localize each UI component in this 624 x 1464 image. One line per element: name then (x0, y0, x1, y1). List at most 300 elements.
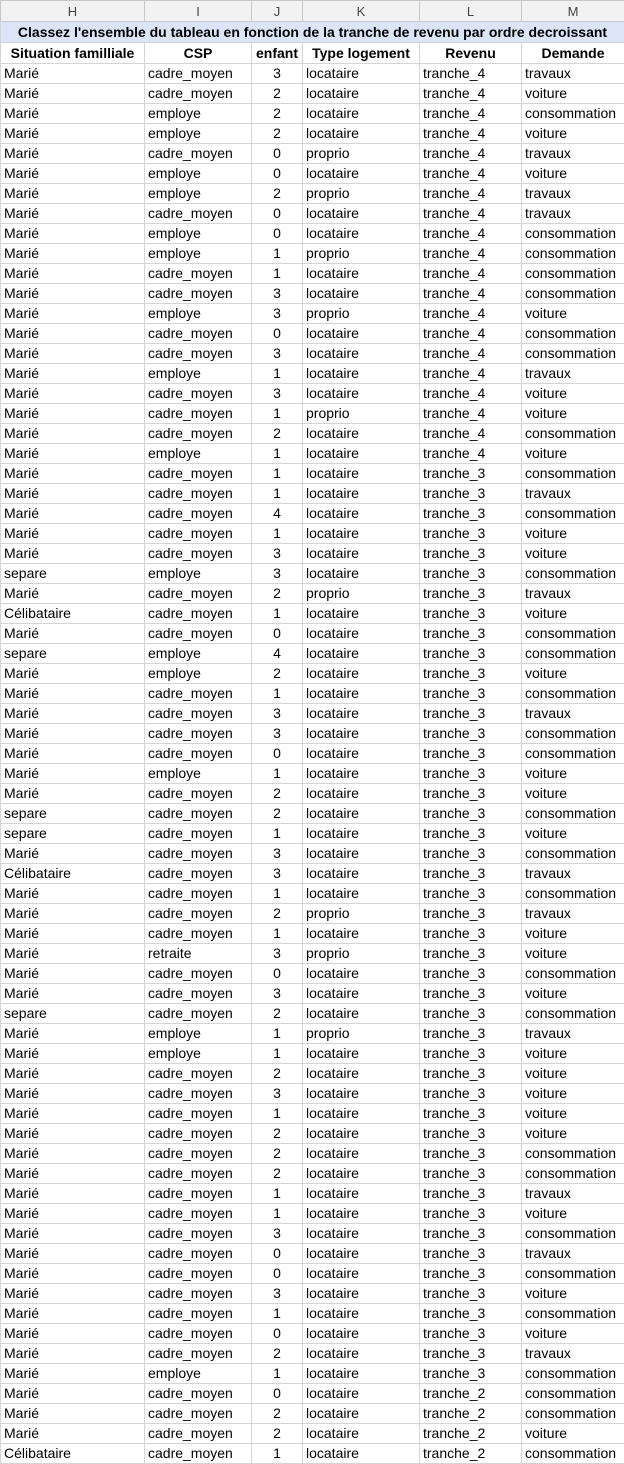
demande-cell[interactable]: consommation (522, 1144, 624, 1164)
enfant-cell[interactable]: 1 (252, 364, 303, 384)
situation-cell[interactable]: Marié (1, 504, 145, 524)
csp-cell[interactable]: cadre_moyen (145, 204, 252, 224)
csp-cell[interactable]: cadre_moyen (145, 1404, 252, 1424)
revenu-cell[interactable]: tranche_4 (420, 364, 522, 384)
enfant-cell[interactable]: 1 (252, 764, 303, 784)
csp-cell[interactable]: cadre_moyen (145, 604, 252, 624)
enfant-cell[interactable]: 2 (252, 424, 303, 444)
revenu-cell[interactable]: tranche_2 (420, 1424, 522, 1444)
situation-cell[interactable]: Marié (1, 704, 145, 724)
situation-cell[interactable]: Marié (1, 1284, 145, 1304)
csp-cell[interactable]: cadre_moyen (145, 1224, 252, 1244)
logement-cell[interactable]: locataire (303, 524, 420, 544)
revenu-cell[interactable]: tranche_4 (420, 384, 522, 404)
logement-cell[interactable]: locataire (303, 264, 420, 284)
situation-cell[interactable]: Marié (1, 1344, 145, 1364)
demande-cell[interactable]: voiture (522, 784, 624, 804)
logement-cell[interactable]: locataire (303, 924, 420, 944)
csp-cell[interactable]: employe (145, 764, 252, 784)
logement-cell[interactable]: locataire (303, 1044, 420, 1064)
demande-cell[interactable]: consommation (522, 1444, 624, 1464)
situation-cell[interactable]: Marié (1, 624, 145, 644)
enfant-cell[interactable]: 2 (252, 1004, 303, 1024)
enfant-cell[interactable]: 3 (252, 284, 303, 304)
csp-cell[interactable]: cadre_moyen (145, 1264, 252, 1284)
enfant-cell[interactable]: 0 (252, 164, 303, 184)
csp-cell[interactable]: cadre_moyen (145, 724, 252, 744)
revenu-cell[interactable]: tranche_4 (420, 164, 522, 184)
revenu-cell[interactable]: tranche_3 (420, 644, 522, 664)
revenu-cell[interactable]: tranche_3 (420, 1364, 522, 1384)
revenu-cell[interactable]: tranche_3 (420, 1244, 522, 1264)
enfant-cell[interactable]: 0 (252, 744, 303, 764)
enfant-cell[interactable]: 1 (252, 1184, 303, 1204)
situation-cell[interactable]: Marié (1, 1384, 145, 1404)
demande-cell[interactable]: consommation (522, 224, 624, 244)
demande-cell[interactable]: travaux (522, 484, 624, 504)
column-header-h[interactable]: H (1, 1, 145, 22)
situation-cell[interactable]: Marié (1, 1224, 145, 1244)
situation-cell[interactable]: Marié (1, 324, 145, 344)
logement-cell[interactable]: locataire (303, 704, 420, 724)
situation-cell[interactable]: Célibataire (1, 864, 145, 884)
logement-cell[interactable]: locataire (303, 1364, 420, 1384)
situation-cell[interactable]: Marié (1, 1424, 145, 1444)
revenu-cell[interactable]: tranche_2 (420, 1444, 522, 1464)
situation-cell[interactable]: Marié (1, 144, 145, 164)
csp-cell[interactable]: cadre_moyen (145, 1244, 252, 1264)
enfant-cell[interactable]: 3 (252, 564, 303, 584)
situation-cell[interactable]: Marié (1, 464, 145, 484)
enfant-cell[interactable]: 1 (252, 1024, 303, 1044)
csp-cell[interactable]: cadre_moyen (145, 1064, 252, 1084)
csp-cell[interactable]: cadre_moyen (145, 1164, 252, 1184)
enfant-cell[interactable]: 1 (252, 1044, 303, 1064)
revenu-cell[interactable]: tranche_3 (420, 1304, 522, 1324)
demande-cell[interactable]: voiture (522, 604, 624, 624)
revenu-cell[interactable]: tranche_3 (420, 944, 522, 964)
demande-cell[interactable]: voiture (522, 304, 624, 324)
logement-cell[interactable]: locataire (303, 1064, 420, 1084)
enfant-cell[interactable]: 2 (252, 804, 303, 824)
situation-cell[interactable]: Marié (1, 924, 145, 944)
csp-cell[interactable]: cadre_moyen (145, 544, 252, 564)
csp-cell[interactable]: cadre_moyen (145, 684, 252, 704)
demande-cell[interactable]: voiture (522, 404, 624, 424)
revenu-cell[interactable]: tranche_3 (420, 804, 522, 824)
csp-cell[interactable]: employe (145, 244, 252, 264)
revenu-cell[interactable]: tranche_4 (420, 144, 522, 164)
logement-cell[interactable]: locataire (303, 484, 420, 504)
column-header-k[interactable]: K (303, 1, 420, 22)
demande-cell[interactable]: consommation (522, 1224, 624, 1244)
csp-cell[interactable]: cadre_moyen (145, 624, 252, 644)
header-revenu[interactable]: Revenu (420, 43, 522, 64)
logement-cell[interactable]: locataire (303, 1204, 420, 1224)
situation-cell[interactable]: Marié (1, 84, 145, 104)
revenu-cell[interactable]: tranche_4 (420, 84, 522, 104)
logement-cell[interactable]: locataire (303, 1324, 420, 1344)
situation-cell[interactable]: Marié (1, 1164, 145, 1184)
situation-cell[interactable]: Marié (1, 904, 145, 924)
logement-cell[interactable]: locataire (303, 1004, 420, 1024)
revenu-cell[interactable]: tranche_4 (420, 304, 522, 324)
enfant-cell[interactable]: 2 (252, 904, 303, 924)
csp-cell[interactable]: cadre_moyen (145, 824, 252, 844)
revenu-cell[interactable]: tranche_3 (420, 1204, 522, 1224)
situation-cell[interactable]: Marié (1, 964, 145, 984)
revenu-cell[interactable]: tranche_3 (420, 464, 522, 484)
enfant-cell[interactable]: 3 (252, 344, 303, 364)
csp-cell[interactable]: cadre_moyen (145, 404, 252, 424)
demande-cell[interactable]: consommation (522, 1004, 624, 1024)
enfant-cell[interactable]: 0 (252, 1384, 303, 1404)
revenu-cell[interactable]: tranche_4 (420, 404, 522, 424)
demande-cell[interactable]: travaux (522, 184, 624, 204)
column-header-j[interactable]: J (252, 1, 303, 22)
csp-cell[interactable]: cadre_moyen (145, 1004, 252, 1024)
csp-cell[interactable]: cadre_moyen (145, 484, 252, 504)
situation-cell[interactable]: Marié (1, 444, 145, 464)
revenu-cell[interactable]: tranche_3 (420, 864, 522, 884)
demande-cell[interactable]: travaux (522, 1244, 624, 1264)
demande-cell[interactable]: consommation (522, 804, 624, 824)
logement-cell[interactable]: proprio (303, 244, 420, 264)
situation-cell[interactable]: Célibataire (1, 604, 145, 624)
logement-cell[interactable]: locataire (303, 124, 420, 144)
enfant-cell[interactable]: 1 (252, 1444, 303, 1464)
situation-cell[interactable]: Marié (1, 284, 145, 304)
revenu-cell[interactable]: tranche_3 (420, 784, 522, 804)
demande-cell[interactable]: consommation (522, 644, 624, 664)
logement-cell[interactable]: locataire (303, 1424, 420, 1444)
logement-cell[interactable]: locataire (303, 324, 420, 344)
demande-cell[interactable]: voiture (522, 1424, 624, 1444)
csp-cell[interactable]: cadre_moyen (145, 744, 252, 764)
revenu-cell[interactable]: tranche_4 (420, 184, 522, 204)
demande-cell[interactable]: voiture (522, 1124, 624, 1144)
logement-cell[interactable]: locataire (303, 284, 420, 304)
revenu-cell[interactable]: tranche_3 (420, 1124, 522, 1144)
demande-cell[interactable]: travaux (522, 144, 624, 164)
revenu-cell[interactable]: tranche_3 (420, 1344, 522, 1364)
csp-cell[interactable]: cadre_moyen (145, 84, 252, 104)
logement-cell[interactable]: locataire (303, 1084, 420, 1104)
logement-cell[interactable]: locataire (303, 624, 420, 644)
logement-cell[interactable]: locataire (303, 824, 420, 844)
enfant-cell[interactable]: 1 (252, 264, 303, 284)
enfant-cell[interactable]: 3 (252, 724, 303, 744)
demande-cell[interactable]: travaux (522, 64, 624, 84)
situation-cell[interactable]: Marié (1, 884, 145, 904)
demande-cell[interactable]: consommation (522, 104, 624, 124)
logement-cell[interactable]: locataire (303, 1404, 420, 1424)
revenu-cell[interactable]: tranche_3 (420, 984, 522, 1004)
instruction-title-cell[interactable]: Classez l'ensemble du tableau en fonction de la tranche de revenu par ordre decroissant (1, 22, 624, 43)
revenu-cell[interactable]: tranche_3 (420, 1064, 522, 1084)
demande-cell[interactable]: consommation (522, 1264, 624, 1284)
csp-cell[interactable]: cadre_moyen (145, 1084, 252, 1104)
csp-cell[interactable]: cadre_moyen (145, 964, 252, 984)
csp-cell[interactable]: cadre_moyen (145, 704, 252, 724)
demande-cell[interactable]: consommation (522, 344, 624, 364)
demande-cell[interactable]: consommation (522, 1304, 624, 1324)
enfant-cell[interactable]: 3 (252, 844, 303, 864)
enfant-cell[interactable]: 1 (252, 684, 303, 704)
enfant-cell[interactable]: 0 (252, 624, 303, 644)
enfant-cell[interactable]: 3 (252, 1284, 303, 1304)
demande-cell[interactable]: consommation (522, 424, 624, 444)
csp-cell[interactable]: cadre_moyen (145, 464, 252, 484)
csp-cell[interactable]: cadre_moyen (145, 1324, 252, 1344)
demande-cell[interactable]: voiture (522, 544, 624, 564)
demande-cell[interactable]: voiture (522, 1064, 624, 1084)
demande-cell[interactable]: consommation (522, 504, 624, 524)
revenu-cell[interactable]: tranche_3 (420, 964, 522, 984)
revenu-cell[interactable]: tranche_3 (420, 764, 522, 784)
situation-cell[interactable]: Marié (1, 1024, 145, 1044)
demande-cell[interactable]: voiture (522, 924, 624, 944)
revenu-cell[interactable]: tranche_3 (420, 884, 522, 904)
revenu-cell[interactable]: tranche_3 (420, 564, 522, 584)
enfant-cell[interactable]: 3 (252, 984, 303, 1004)
demande-cell[interactable]: consommation (522, 844, 624, 864)
demande-cell[interactable]: consommation (522, 244, 624, 264)
situation-cell[interactable]: Marié (1, 984, 145, 1004)
situation-cell[interactable]: Marié (1, 1364, 145, 1384)
enfant-cell[interactable]: 3 (252, 384, 303, 404)
enfant-cell[interactable]: 0 (252, 1264, 303, 1284)
logement-cell[interactable]: locataire (303, 764, 420, 784)
demande-cell[interactable]: voiture (522, 824, 624, 844)
csp-cell[interactable]: cadre_moyen (145, 424, 252, 444)
enfant-cell[interactable]: 0 (252, 204, 303, 224)
revenu-cell[interactable]: tranche_3 (420, 1264, 522, 1284)
logement-cell[interactable]: locataire (303, 844, 420, 864)
enfant-cell[interactable]: 0 (252, 1244, 303, 1264)
logement-cell[interactable]: proprio (303, 184, 420, 204)
logement-cell[interactable]: locataire (303, 644, 420, 664)
csp-cell[interactable]: cadre_moyen (145, 1304, 252, 1324)
situation-cell[interactable]: Marié (1, 364, 145, 384)
csp-cell[interactable]: cadre_moyen (145, 864, 252, 884)
situation-cell[interactable]: Marié (1, 484, 145, 504)
situation-cell[interactable]: Marié (1, 724, 145, 744)
situation-cell[interactable]: Marié (1, 1144, 145, 1164)
demande-cell[interactable]: voiture (522, 164, 624, 184)
enfant-cell[interactable]: 1 (252, 1204, 303, 1224)
csp-cell[interactable]: cadre_moyen (145, 584, 252, 604)
demande-cell[interactable]: consommation (522, 1364, 624, 1384)
csp-cell[interactable]: cadre_moyen (145, 1124, 252, 1144)
situation-cell[interactable]: Marié (1, 344, 145, 364)
revenu-cell[interactable]: tranche_3 (420, 504, 522, 524)
revenu-cell[interactable]: tranche_3 (420, 1004, 522, 1024)
enfant-cell[interactable]: 2 (252, 1164, 303, 1184)
logement-cell[interactable]: locataire (303, 604, 420, 624)
revenu-cell[interactable]: tranche_3 (420, 1084, 522, 1104)
logement-cell[interactable]: locataire (303, 1284, 420, 1304)
situation-cell[interactable]: Marié (1, 584, 145, 604)
demande-cell[interactable]: voiture (522, 1044, 624, 1064)
enfant-cell[interactable]: 1 (252, 404, 303, 424)
logement-cell[interactable]: locataire (303, 1104, 420, 1124)
enfant-cell[interactable]: 1 (252, 924, 303, 944)
csp-cell[interactable]: cadre_moyen (145, 1384, 252, 1404)
logement-cell[interactable]: locataire (303, 1304, 420, 1324)
column-header-i[interactable]: I (145, 1, 252, 22)
situation-cell[interactable]: Marié (1, 224, 145, 244)
csp-cell[interactable]: cadre_moyen (145, 844, 252, 864)
logement-cell[interactable]: locataire (303, 1244, 420, 1264)
csp-cell[interactable]: cadre_moyen (145, 1284, 252, 1304)
logement-cell[interactable]: locataire (303, 1124, 420, 1144)
enfant-cell[interactable]: 3 (252, 1224, 303, 1244)
enfant-cell[interactable]: 4 (252, 644, 303, 664)
enfant-cell[interactable]: 1 (252, 1104, 303, 1124)
revenu-cell[interactable]: tranche_3 (420, 624, 522, 644)
situation-cell[interactable]: Marié (1, 424, 145, 444)
csp-cell[interactable]: employe (145, 444, 252, 464)
logement-cell[interactable]: locataire (303, 544, 420, 564)
situation-cell[interactable]: Marié (1, 764, 145, 784)
situation-cell[interactable]: Marié (1, 64, 145, 84)
situation-cell[interactable]: separe (1, 824, 145, 844)
revenu-cell[interactable]: tranche_4 (420, 204, 522, 224)
logement-cell[interactable]: proprio (303, 404, 420, 424)
enfant-cell[interactable]: 2 (252, 1064, 303, 1084)
demande-cell[interactable]: consommation (522, 684, 624, 704)
demande-cell[interactable]: travaux (522, 1024, 624, 1044)
logement-cell[interactable]: locataire (303, 1164, 420, 1184)
enfant-cell[interactable]: 1 (252, 1364, 303, 1384)
situation-cell[interactable]: Marié (1, 184, 145, 204)
csp-cell[interactable]: cadre_moyen (145, 804, 252, 824)
logement-cell[interactable]: locataire (303, 464, 420, 484)
enfant-cell[interactable]: 0 (252, 964, 303, 984)
enfant-cell[interactable]: 3 (252, 864, 303, 884)
csp-cell[interactable]: cadre_moyen (145, 344, 252, 364)
revenu-cell[interactable]: tranche_3 (420, 1104, 522, 1124)
situation-cell[interactable]: Célibataire (1, 1444, 145, 1464)
situation-cell[interactable]: Marié (1, 104, 145, 124)
revenu-cell[interactable]: tranche_3 (420, 1224, 522, 1244)
revenu-cell[interactable]: tranche_3 (420, 584, 522, 604)
csp-cell[interactable]: cadre_moyen (145, 324, 252, 344)
csp-cell[interactable]: employe (145, 224, 252, 244)
demande-cell[interactable]: voiture (522, 984, 624, 1004)
csp-cell[interactable]: employe (145, 1044, 252, 1064)
enfant-cell[interactable]: 0 (252, 324, 303, 344)
csp-cell[interactable]: cadre_moyen (145, 504, 252, 524)
enfant-cell[interactable]: 1 (252, 484, 303, 504)
header-enfant[interactable]: enfant (252, 43, 303, 64)
enfant-cell[interactable]: 2 (252, 784, 303, 804)
logement-cell[interactable]: proprio (303, 944, 420, 964)
revenu-cell[interactable]: tranche_3 (420, 844, 522, 864)
logement-cell[interactable]: locataire (303, 1344, 420, 1364)
demande-cell[interactable]: voiture (522, 1104, 624, 1124)
enfant-cell[interactable]: 2 (252, 1344, 303, 1364)
csp-cell[interactable]: employe (145, 644, 252, 664)
situation-cell[interactable]: Marié (1, 164, 145, 184)
revenu-cell[interactable]: tranche_3 (420, 1024, 522, 1044)
situation-cell[interactable]: Marié (1, 664, 145, 684)
demande-cell[interactable]: consommation (522, 884, 624, 904)
logement-cell[interactable]: proprio (303, 584, 420, 604)
demande-cell[interactable]: consommation (522, 624, 624, 644)
csp-cell[interactable]: employe (145, 304, 252, 324)
column-header-l[interactable]: L (420, 1, 522, 22)
csp-cell[interactable]: cadre_moyen (145, 1444, 252, 1464)
csp-cell[interactable]: employe (145, 184, 252, 204)
revenu-cell[interactable]: tranche_3 (420, 1184, 522, 1204)
situation-cell[interactable]: Marié (1, 944, 145, 964)
demande-cell[interactable]: consommation (522, 724, 624, 744)
logement-cell[interactable]: locataire (303, 84, 420, 104)
situation-cell[interactable]: Marié (1, 684, 145, 704)
csp-cell[interactable]: employe (145, 104, 252, 124)
situation-cell[interactable]: Marié (1, 1104, 145, 1124)
revenu-cell[interactable]: tranche_4 (420, 324, 522, 344)
header-situation-familliale[interactable]: Situation familliale (1, 43, 145, 64)
revenu-cell[interactable]: tranche_3 (420, 1144, 522, 1164)
demande-cell[interactable]: travaux (522, 204, 624, 224)
enfant-cell[interactable]: 1 (252, 1304, 303, 1324)
demande-cell[interactable]: voiture (522, 384, 624, 404)
enfant-cell[interactable]: 1 (252, 244, 303, 264)
csp-cell[interactable]: cadre_moyen (145, 264, 252, 284)
revenu-cell[interactable]: tranche_4 (420, 344, 522, 364)
csp-cell[interactable]: cadre_moyen (145, 1144, 252, 1164)
logement-cell[interactable]: locataire (303, 224, 420, 244)
csp-cell[interactable]: cadre_moyen (145, 64, 252, 84)
logement-cell[interactable]: locataire (303, 1264, 420, 1284)
enfant-cell[interactable]: 2 (252, 664, 303, 684)
logement-cell[interactable]: proprio (303, 144, 420, 164)
csp-cell[interactable]: employe (145, 1024, 252, 1044)
logement-cell[interactable]: locataire (303, 344, 420, 364)
csp-cell[interactable]: cadre_moyen (145, 1184, 252, 1204)
demande-cell[interactable]: voiture (522, 84, 624, 104)
logement-cell[interactable]: locataire (303, 1444, 420, 1464)
demande-cell[interactable]: consommation (522, 744, 624, 764)
demande-cell[interactable]: travaux (522, 364, 624, 384)
logement-cell[interactable]: locataire (303, 424, 420, 444)
enfant-cell[interactable]: 4 (252, 504, 303, 524)
demande-cell[interactable]: travaux (522, 904, 624, 924)
demande-cell[interactable]: travaux (522, 864, 624, 884)
revenu-cell[interactable]: tranche_3 (420, 724, 522, 744)
situation-cell[interactable]: Marié (1, 1124, 145, 1144)
situation-cell[interactable]: separe (1, 644, 145, 664)
revenu-cell[interactable]: tranche_2 (420, 1384, 522, 1404)
revenu-cell[interactable]: tranche_3 (420, 484, 522, 504)
enfant-cell[interactable]: 2 (252, 1124, 303, 1144)
logement-cell[interactable]: locataire (303, 684, 420, 704)
revenu-cell[interactable]: tranche_4 (420, 64, 522, 84)
logement-cell[interactable]: locataire (303, 1184, 420, 1204)
situation-cell[interactable]: Marié (1, 1084, 145, 1104)
logement-cell[interactable]: locataire (303, 364, 420, 384)
enfant-cell[interactable]: 1 (252, 444, 303, 464)
situation-cell[interactable]: Marié (1, 1264, 145, 1284)
logement-cell[interactable]: locataire (303, 724, 420, 744)
demande-cell[interactable]: voiture (522, 1204, 624, 1224)
enfant-cell[interactable]: 1 (252, 604, 303, 624)
situation-cell[interactable]: Marié (1, 1404, 145, 1424)
column-header-m[interactable]: M (522, 1, 624, 22)
